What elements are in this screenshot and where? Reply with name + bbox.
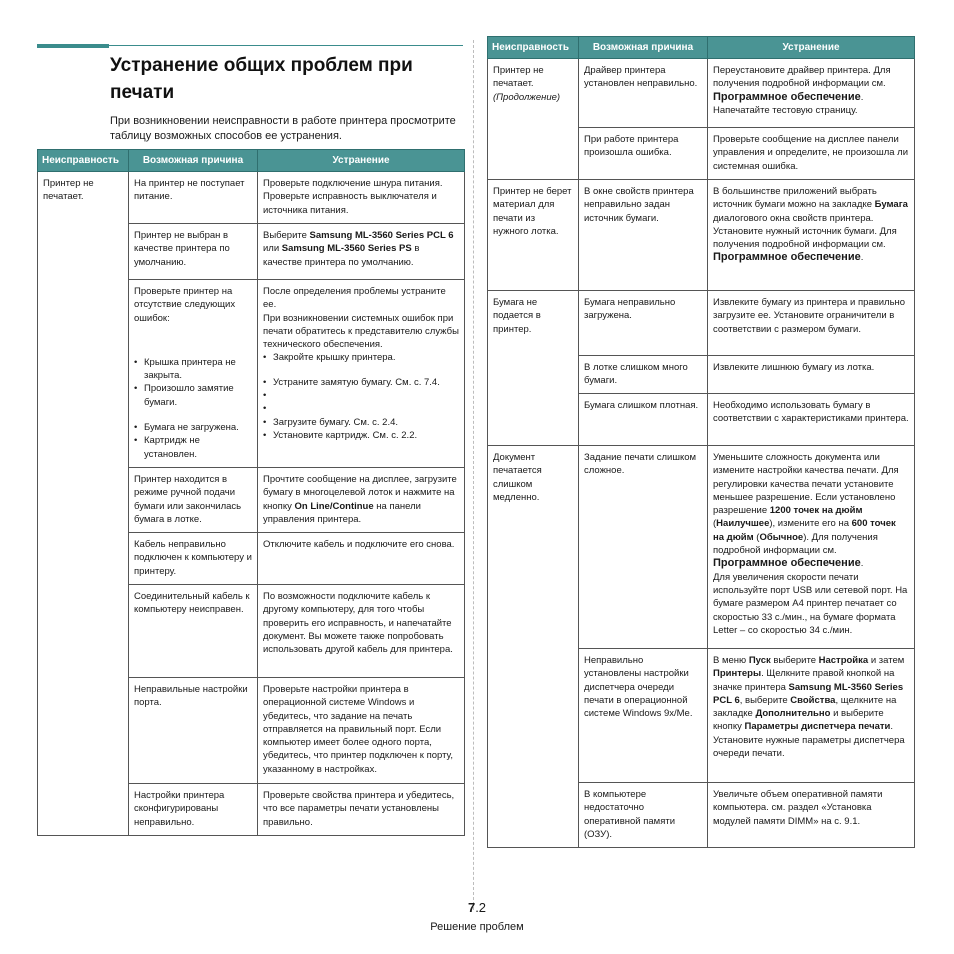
col-header-solution: Устранение [708, 37, 915, 59]
cause-cell: При работе принтера произошла ошибка. [579, 128, 708, 180]
solution-cell: Увеличьте объем оперативной памяти компьютера. см. раздел «Установка модулей памяти DIMM» на с. 9.1. [708, 783, 915, 848]
cause-cell: Драйвер принтера установлен неправильно. [579, 59, 708, 128]
fault-cell: Принтер не печатает. (Продолжение) [488, 59, 579, 180]
table-row [488, 180, 915, 291]
cause-cell: Соединительный кабель к компьютеру неисправен. [129, 585, 258, 678]
table-row [488, 291, 915, 356]
solution-cell: По возможности подключите кабель к другому компьютеру, для того чтобы проверить его исправность, и напечатайте документ. Вы можете также попробовать использовать другой кабель для принтера. [258, 585, 465, 678]
fault-cell: Документ печатается слишком медленно. [488, 446, 579, 848]
solution-cell: Выберите Samsung ML-3560 Series PCL 6 или Samsung ML-3560 Series PS в качестве принтера по умолчанию. [258, 224, 465, 280]
solution-cell: После определения проблемы устраните ее. При возникновении системных ошибок при печати обратитесь к представителю службы технического обеспечения. • Закройте крышку принтера. • Устраните замятую бумагу. См. с. 7.4. • • • Загрузите бумагу. См. с. 2.4. • Установите картридж. См. с. 2.2. [258, 280, 465, 468]
cause-cell: В окне свойств принтера неправильно задан источник бумаги. [579, 180, 708, 291]
page-title: Устранение общих проблем при печати [110, 55, 413, 103]
col-header-fault: Неисправность [488, 37, 579, 59]
cause-cell: Неправильные настройки порта. [129, 678, 258, 784]
troubleshooting-table-left [37, 149, 465, 836]
fault-cell: Бумага не подается в принтер. [488, 291, 579, 446]
cause-cell: Задание печати слишком сложное. [579, 446, 708, 649]
page-number: 7.2 [467, 900, 487, 915]
cause-cell: Настройки принтера сконфигурированы неправильно. [129, 784, 258, 836]
solution-cell: Проверьте свойства принтера и убедитесь, что все параметры печати установлены правильно. [258, 784, 465, 836]
col-header-fault: Неисправность [38, 150, 129, 172]
solution-cell: Проверьте подключение шнура питания. Проверьте исправность выключателя и источника питания. [258, 172, 465, 224]
col-header-cause: Возможная причина [129, 150, 258, 172]
solution-cell: Извлеките лишнюю бумагу из лотка. [708, 356, 915, 394]
solution-cell: В меню Пуск выберите Настройка и затем Принтеры. Щелкните правой кнопкой на значке принтера Samsung ML-3560 Series PCL 6, выберите Свойства, щелкните на закладке Дополнительно и выберите кнопку Параметры диспетчера печати. Установите нужные параметры диспетчера очереди печати. [708, 649, 915, 783]
table-header-row [488, 37, 915, 59]
solution-cell: Отключите кабель и подключите его снова. [258, 533, 465, 585]
solution-cell: Извлеките бумагу из принтера и правильно загрузите ее. Установите ограничители в соответствии с размером бумаги. [708, 291, 915, 356]
solution-cell: Необходимо использовать бумагу в соответствии с характеристиками принтера. [708, 394, 915, 446]
error-list: • Крышка принтера не закрыта. • Произошло замятие бумаги. • Бумага не загружена. • Картридж не установлен. [134, 356, 252, 461]
solution-cell: Проверьте настройки принтера в операционной системе Windows и убедитесь, что задание на печать отправляется на правильный порт. Если компьютер имеет более одного порта, убедитесь, что принтер подключен к порту, указанному в настройках. [258, 678, 465, 784]
fault-cell: Принтер не печатает. [38, 172, 129, 836]
cause-cell: Принтер находится в режиме ручной подачи бумаги или закончилась бумага в лотке. [129, 468, 258, 533]
troubleshooting-table-right [487, 36, 915, 848]
cause-cell: В лотке слишком много бумаги. [579, 356, 708, 394]
intro-text: При возникновении неисправности в работе принтера просмотрите таблицу возможных способов ее устранения. [110, 115, 456, 142]
cause-cell: Проверьте принтер на отсутствие следующих ошибок: • Крышка принтера не закрыта. • Произошло замятие бумаги. • Бумага не загружена. • Картридж не установлен. [129, 280, 258, 468]
footer-section-label: Решение проблем [430, 921, 524, 933]
table-row [488, 446, 915, 649]
table-header-row [38, 150, 465, 172]
solution-cell: Проверьте сообщение на дисплее панели управления и определите, не произошла ли системная ошибка. [708, 128, 915, 180]
col-header-cause: Возможная причина [579, 37, 708, 59]
fault-cell: Принтер не берет материал для печати из нужного лотка. [488, 180, 579, 291]
cause-cell: В компьютере недостаточно оперативной памяти (ОЗУ). [579, 783, 708, 848]
cause-cell: На принтер не поступает питание. [129, 172, 258, 224]
cause-cell: Кабель неправильно подключен к компьютеру и принтеру. [129, 533, 258, 585]
solution-cell: В большинстве приложений выбрать источник бумаги можно на закладке Бумага диалогового окна свойств принтера. Установите нужный источник бумаги. Для получения подробной информации см. Программное обеспечение. [708, 180, 915, 291]
header-accent-bar [37, 44, 109, 48]
cause-cell: Неправильно установлены настройки диспетчера очереди печати в операционной системе Windows 9x/Me. [579, 649, 708, 783]
table-row [38, 172, 465, 224]
cause-cell: Принтер не выбран в качестве принтера по умолчанию. [129, 224, 258, 280]
column-divider [473, 40, 474, 910]
solution-cell: Прочтите сообщение на дисплее, загрузите бумагу в многоцелевой лоток и нажмите на кнопку On Line/Continue на панели управления принтера. [258, 468, 465, 533]
cause-cell: Бумага слишком плотная. [579, 394, 708, 446]
cause-cell: Бумага неправильно загружена. [579, 291, 708, 356]
table-row [488, 59, 915, 128]
header-rule [109, 45, 463, 46]
solution-cell: Переустановите драйвер принтера. Для получения подробной информации см. Программное обеспечение. Напечатайте тестовую страницу. [708, 59, 915, 128]
action-list: • Закройте крышку принтера. • Устраните замятую бумагу. См. с. 7.4. • • • Загрузите бумагу. См. с. 2.4. • Установите картридж. См. с. 2.2. [263, 351, 459, 442]
solution-cell: Уменьшите сложность документа или измените настройки качества печати. Для регулировки качества печати установите меньшее разрешение. Если установлено разрешение 1200 точек на дюйм (Наилучшее), измените его на 600 точек на дюйм (Обычное). Для получения подробной информации см. Программное обеспечение. Для увеличения скорости печати используйте порт USB или сетевой порт. На бумаге размером A4 принтер печатает со скоростью 33 с./мин., на бумаге формата Letter – со скоростью 34 с./мин. [708, 446, 915, 649]
col-header-solution: Устранение [258, 150, 465, 172]
